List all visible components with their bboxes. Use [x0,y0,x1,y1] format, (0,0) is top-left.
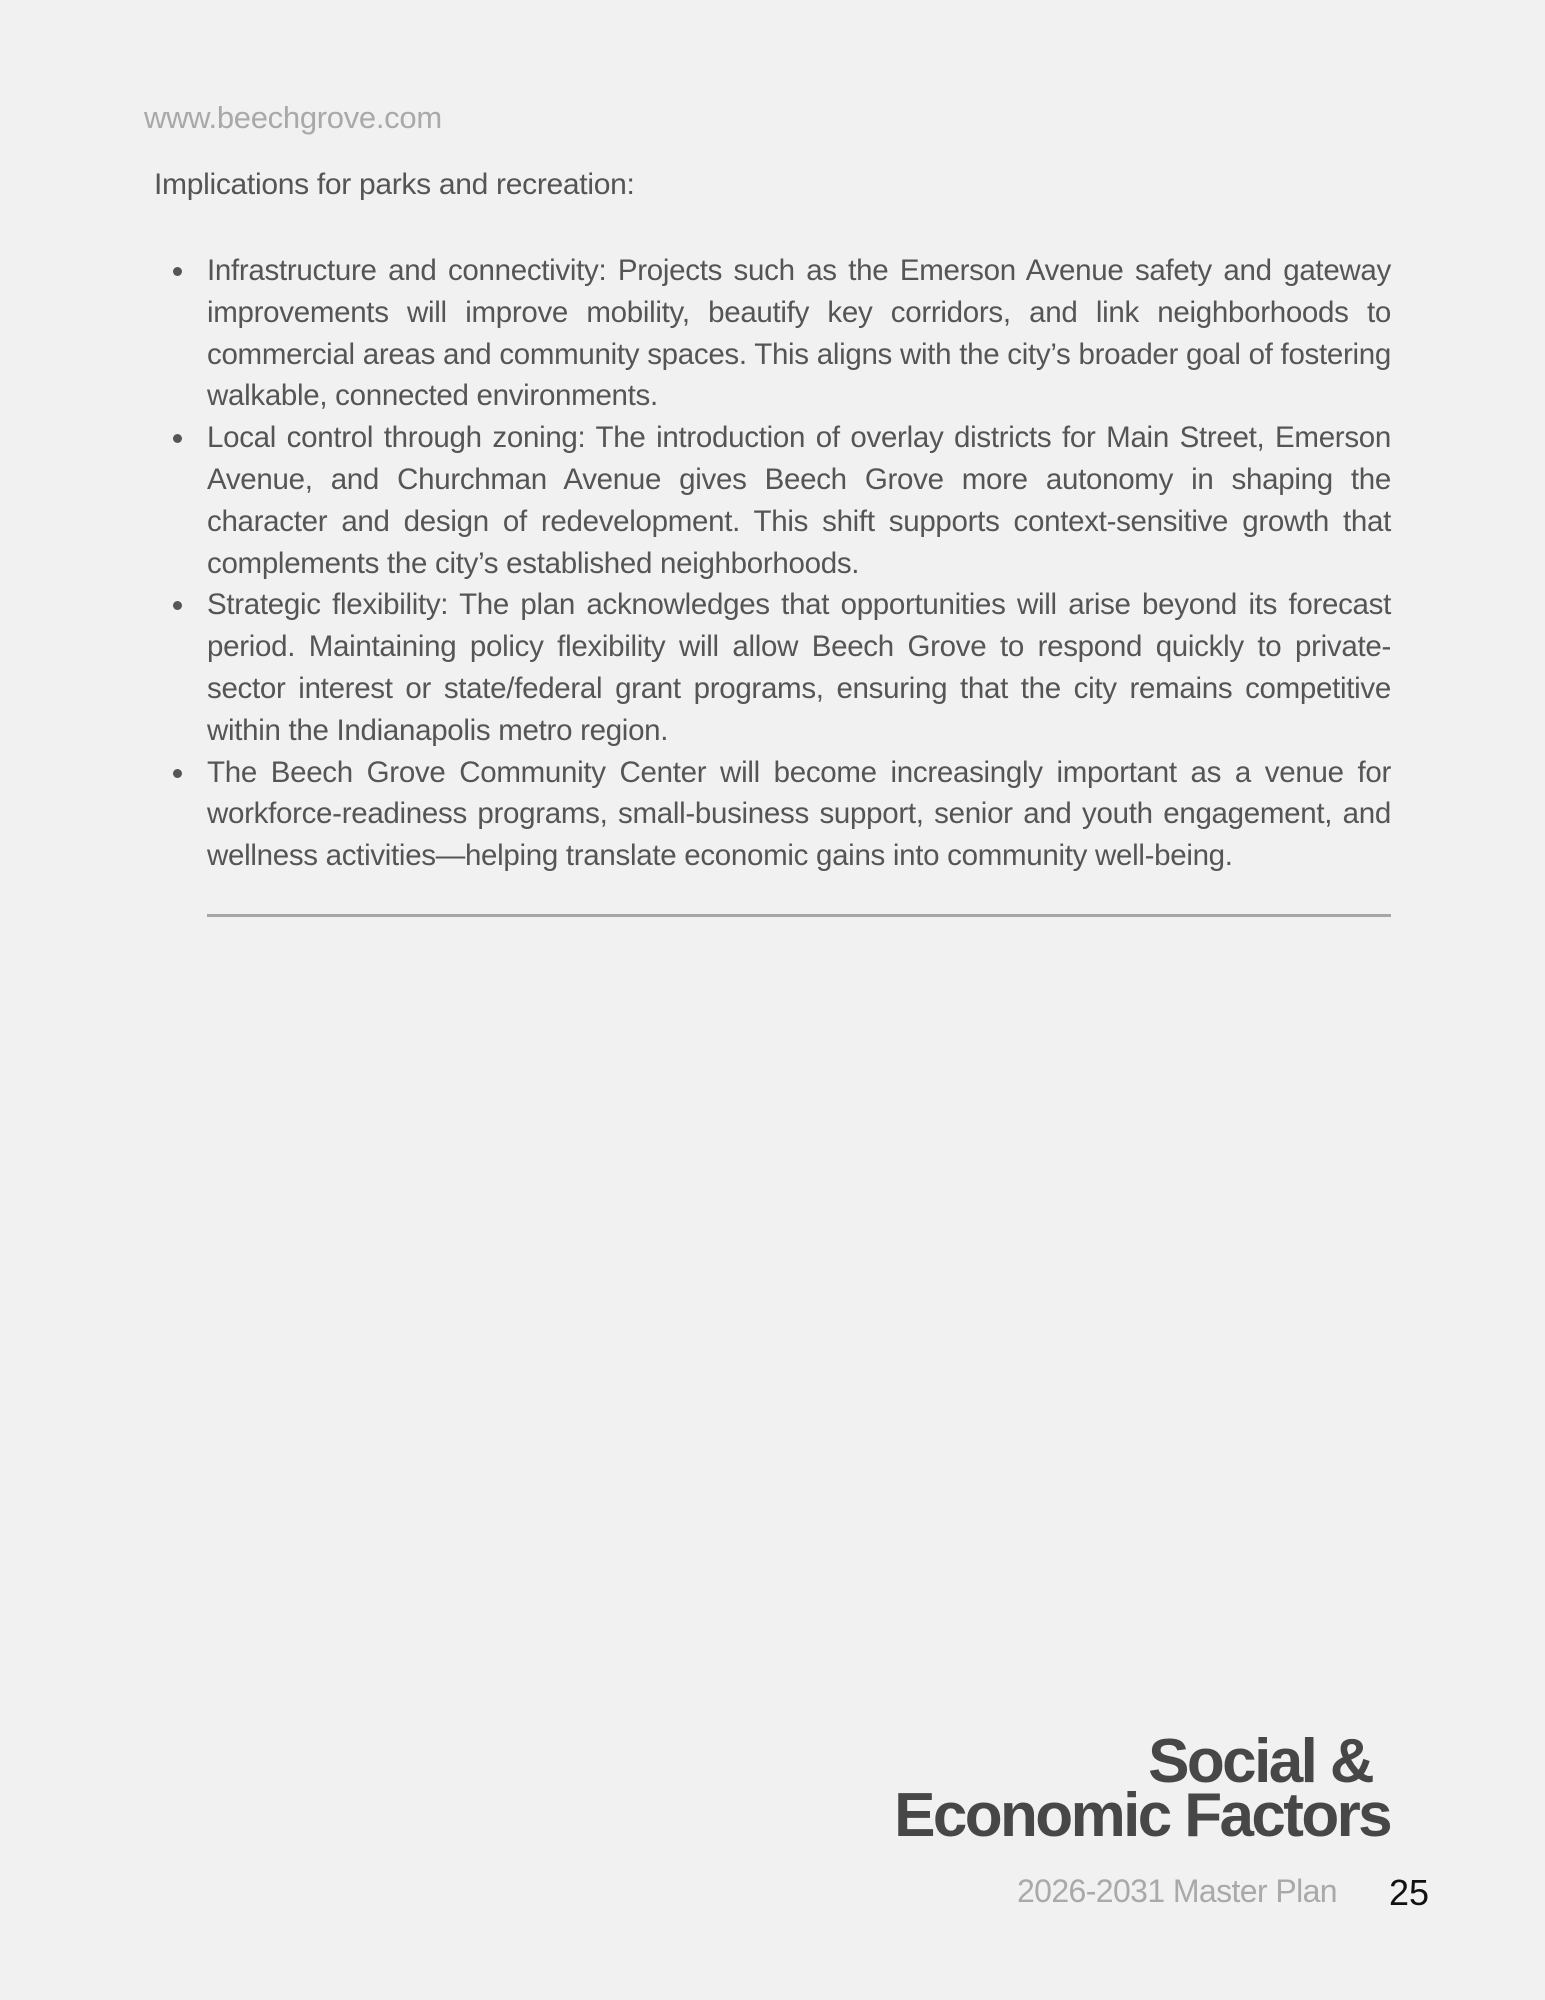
section-title-line-2: Economic Factors [894,1781,1390,1850]
bullet-dot-icon [173,601,182,610]
list-item [207,752,1391,877]
list-item-text: Local control through zoning: The introduction of overlay districts for Main Street, Emerson Avenue, and Churchman Avenue gives Beech Grove more autonomy in shaping the character and design of redevelopment. This shift supports context-sensitive growth that complements the city’s established neighborhoods. [207,421,1391,580]
section-title [894,1727,1390,1850]
divider [207,914,1391,917]
list-item-text: Infrastructure and connectivity: Projects such as the Emerson Avenue safety and gateway improvements will improve mobility, beautify key corridors, and link neighborhoods to commercial areas and community spaces. This aligns with the city’s broader goal of fostering walkable, connected environments. [207,254,1391,413]
bullet-dot-icon [173,769,182,778]
bullet-dot-icon [173,434,182,443]
page-number: 25 [1389,1872,1430,1913]
section-intro: Implications for parks and recreation: [154,168,635,201]
list-item-text: Strategic flexibility: The plan acknowledges that opportunities will arise beyond its forecast period. Maintaining policy flexibility will allow Beech Grove to respond quickly to private-sector interest or state/federal grant programs, ensuring that the city remains competitive within the Indianapolis metro region. [207,588,1391,747]
bullet-dot-icon [173,267,182,276]
plan-name: 2026-2031 Master Plan [1016,1873,1337,1909]
list-item [207,584,1391,751]
list-item [207,250,1391,417]
bullet-list [207,250,1391,877]
section-title-line-1: Social & [1148,1727,1372,1796]
list-item [207,417,1391,584]
list-item-text: The Beech Grove Community Center will become increasingly important as a venue for workforce-readiness programs, small-business support, senior and youth engagement, and wellness activities—helping translate economic gains into community well-being. [207,755,1391,873]
website-url[interactable]: www.beechgrove.com [144,100,442,135]
